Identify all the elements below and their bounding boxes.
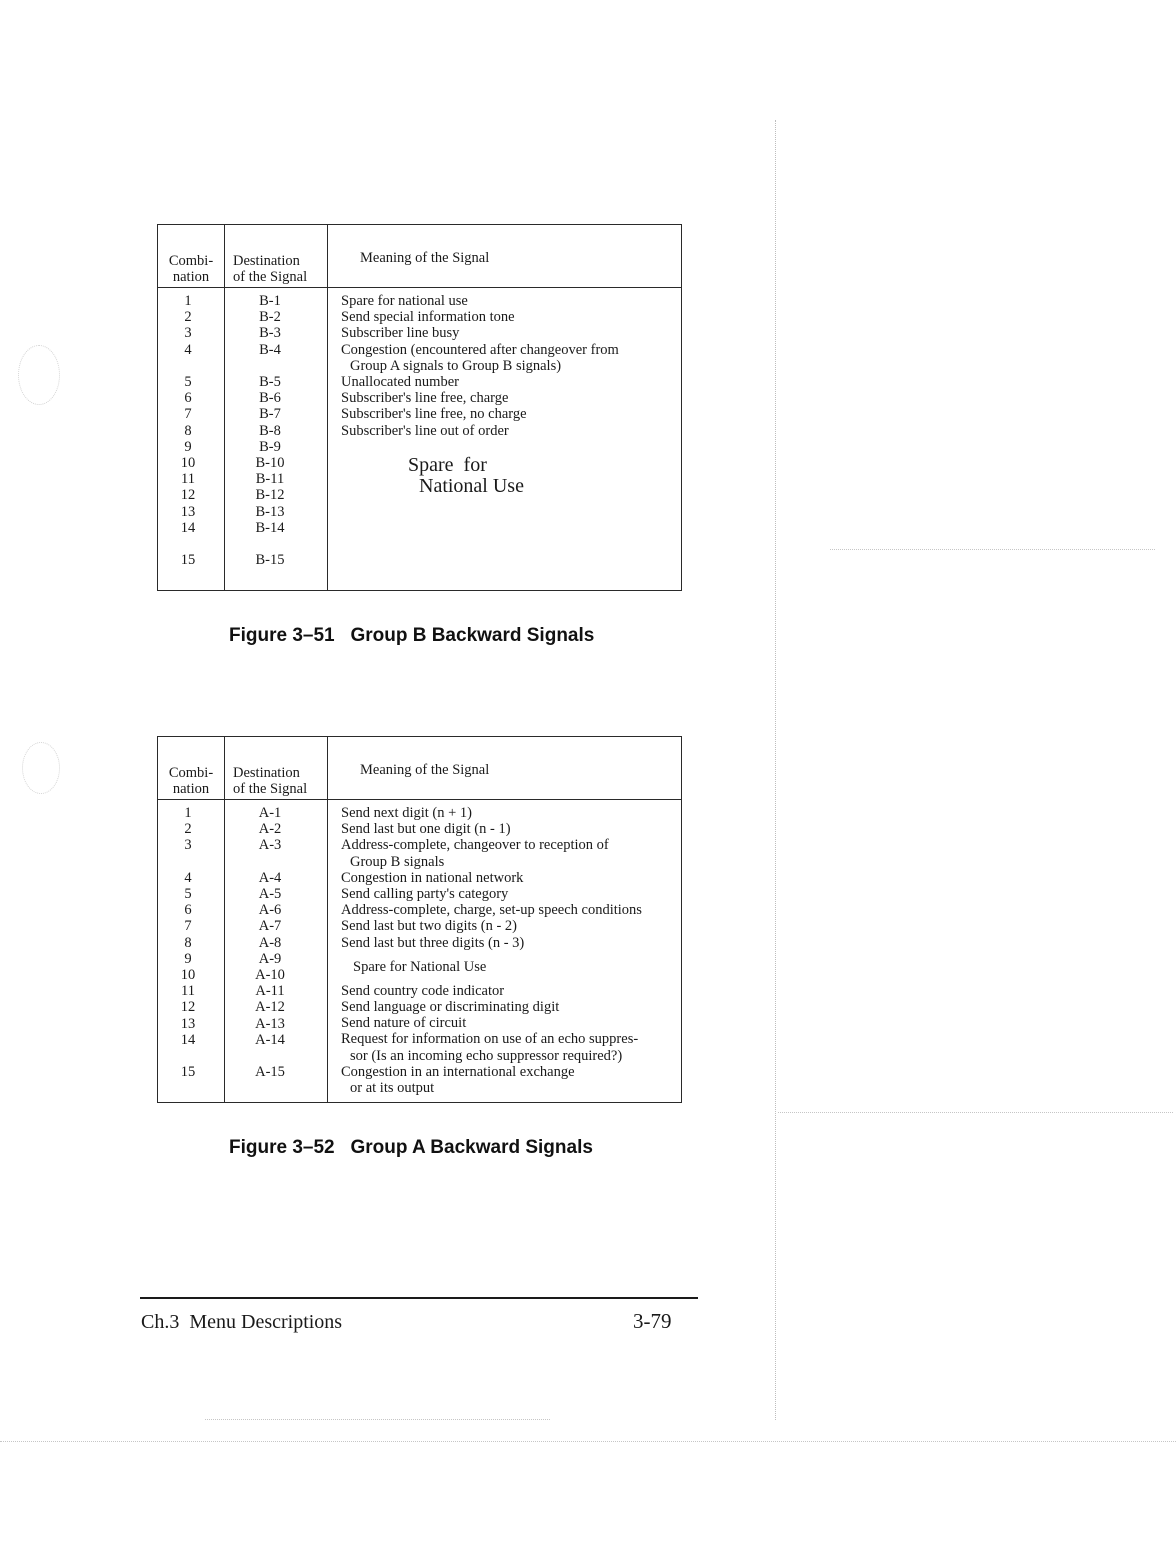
meaning-text: Send last but three digits (n - 3) bbox=[341, 934, 525, 951]
scan-dots bbox=[830, 549, 1155, 550]
meaning-text: Send country code indicator bbox=[341, 982, 505, 999]
meaning-text: Congestion in an international exchange bbox=[341, 1063, 575, 1080]
meaning-text: Request for information on use of an echo suppres- bbox=[341, 1031, 639, 1048]
destination-header: Destination of the Signal bbox=[225, 737, 328, 800]
meaning-text: sor (Is an incoming echo suppressor required?) bbox=[350, 1047, 623, 1064]
meaning-text: Send special information tone bbox=[341, 309, 515, 326]
destination-header: Destination of the Signal bbox=[225, 225, 328, 288]
scan-dots bbox=[205, 1419, 550, 1420]
destination-column: A-1 A-2 A-3 A-4 A-5 A-6 A-7 A-8 A-9 A-10 A-11 A-12 A-13 A-14 A-15 bbox=[225, 800, 328, 1103]
meaning-text: Subscriber's line out of order bbox=[341, 422, 509, 439]
meaning-text: Congestion in national network bbox=[341, 869, 524, 886]
meaning-header: Meaning of the Signal bbox=[328, 737, 682, 800]
combination-column: 1 2 3 4 5 6 7 8 9 10 11 12 13 14 15 bbox=[158, 800, 225, 1103]
meaning-text: Subscriber's line free, charge bbox=[341, 390, 509, 407]
group-a-signals-table bbox=[157, 736, 682, 1103]
meaning-text: Congestion (encountered after changeover from bbox=[341, 341, 619, 358]
meaning-text: Group A signals to Group B signals) bbox=[350, 357, 562, 374]
meaning-text: Address-complete, charge, set-up speech conditions bbox=[341, 902, 642, 919]
combination-header: Combi- nation bbox=[158, 737, 225, 800]
spare-for-national-use-label: Spare for National Use bbox=[353, 958, 487, 975]
table-body bbox=[158, 800, 682, 1103]
table-header-row bbox=[158, 225, 682, 288]
scan-smudge bbox=[22, 742, 60, 794]
group-b-signals-table bbox=[157, 224, 682, 591]
meaning-header: Meaning of the Signal bbox=[328, 225, 682, 288]
page-number: 3-79 bbox=[633, 1309, 672, 1333]
meaning-column bbox=[328, 288, 682, 591]
page-edge-line bbox=[775, 120, 776, 1420]
chapter-title: Ch.3 Menu Descriptions bbox=[141, 1311, 343, 1333]
meaning-text: Send nature of circuit bbox=[341, 1015, 467, 1032]
combination-header: Combi- nation bbox=[158, 225, 225, 288]
scan-smudge bbox=[18, 345, 60, 405]
table-header-row bbox=[158, 737, 682, 800]
meaning-text: Subscriber's line free, no charge bbox=[341, 406, 527, 423]
meaning-text: Address-complete, changeover to reception of bbox=[341, 837, 609, 854]
combination-column: 1 2 3 4 5 6 7 8 9 10 11 12 13 14 15 bbox=[158, 288, 225, 591]
meaning-text: Unallocated number bbox=[341, 374, 459, 391]
meaning-text: Send next digit (n + 1) bbox=[341, 805, 473, 821]
meaning-text: Send language or discriminating digit bbox=[341, 999, 560, 1016]
footer-rule bbox=[140, 1297, 698, 1299]
destination-column: B-1 B-2 B-3 B-4 B-5 B-6 B-7 B-8 B-9 B-10 B-11 B-12 B-13 B-14 B-15 bbox=[225, 288, 328, 591]
meaning-text: Subscriber line busy bbox=[341, 325, 460, 342]
table-body bbox=[158, 288, 682, 591]
figure-caption-b: Figure 3–51 Group B Backward Signals bbox=[229, 625, 595, 646]
figure-caption-a: Figure 3–52 Group A Backward Signals bbox=[229, 1137, 593, 1158]
meaning-text: Send last but one digit (n - 1) bbox=[341, 821, 511, 838]
meaning-text: Send calling party's category bbox=[341, 886, 509, 903]
meaning-text: Group B signals bbox=[350, 853, 445, 870]
scan-dots bbox=[778, 1112, 1173, 1113]
meaning-column bbox=[328, 800, 682, 1103]
spare-for-national-use-block: Spare for National Use bbox=[408, 453, 524, 497]
scan-dots bbox=[0, 1441, 1176, 1442]
meaning-text: Spare for national use bbox=[341, 293, 468, 309]
meaning-text: Send last but two digits (n - 2) bbox=[341, 918, 518, 935]
meaning-text: or at its output bbox=[350, 1080, 435, 1097]
